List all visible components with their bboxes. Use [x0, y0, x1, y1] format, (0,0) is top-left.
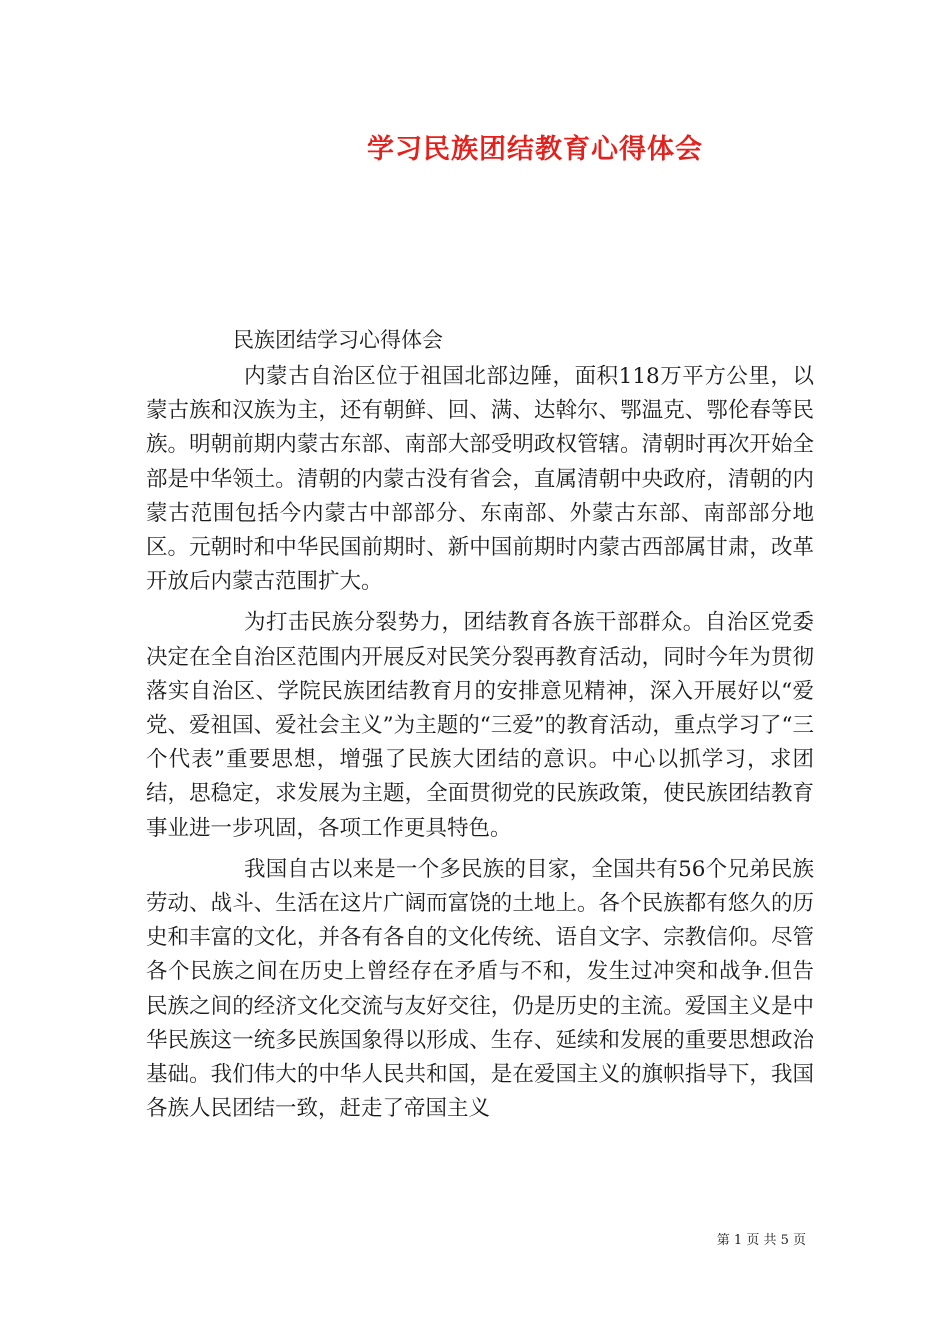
document-title: 学习民族团结教育心得体会 — [367, 134, 703, 165]
paragraph-1: 内蒙古自治区位于祖国北部边陲，面积118万平方公里，以蒙古族和汉族为主，还有朝鲜、回、满、达斡尔、鄂温克、鄂伦春等民族。明朝前期内蒙古东部、南部大部受明政权管辖。清朝时再次开始全部是中华领土。清朝的内蒙古没有省会，直属清朝中央政府，清朝的内蒙古范围包括今内蒙古中部部分、东南部、外蒙古东部、南部部分地区。元朝时和中华民国前期时、新中国前期时内蒙古西部属甘肃，改革开放后内蒙古范围扩大。 — [146, 364, 814, 595]
document-subtitle: 民族团结学习心得体会 — [233, 328, 443, 352]
paragraph-2: 为打击民族分裂势力，团结教育各族干部群众。自治区党委决定在全自治区范围内开展反对民笑分裂再教育活动，同时今年为贯彻落实自治区、学院民族团结教育月的安排意见精神，深入开展好以“爱党、爱祖国、爱社会主义”为主题的“三爱”的教育活动，重点学习了“三个代表”重要思想，增强了民族大团结的意识。中心以抓学习，求团结，思稳定，求发展为主题，全面贯彻党的民族政策，使民族团结教育事业进一步巩固，各项工作更具特色。 — [146, 610, 814, 841]
paragraph-3: 我国自古以来是一个多民族的目家，全国共有56个兄弟民族劳动、战斗、生活在这片广阔而富饶的土地上。各个民族都有悠久的历史和丰富的文化，并各有各自的文化传统、语自文字、宗教信仰。尽管各个民族之间在历史上曾经存在矛盾与不和，发生过冲突和战争.但告民族之间的经济文化交流与友好交往，仍是历史的主流。爱国主义是中华民族这一统多民族国象得以形成、生存、延续和发展的重要思想政治基础。我们伟大的中华人民共和国，是在爱国主义的旗帜指导下，我国各族人民团结一致，赶走了帝国主义 — [146, 856, 814, 1122]
page-number-footer: 第 1 页 共 5 页 — [716, 1233, 806, 1248]
document-body — [146, 360, 814, 1133]
